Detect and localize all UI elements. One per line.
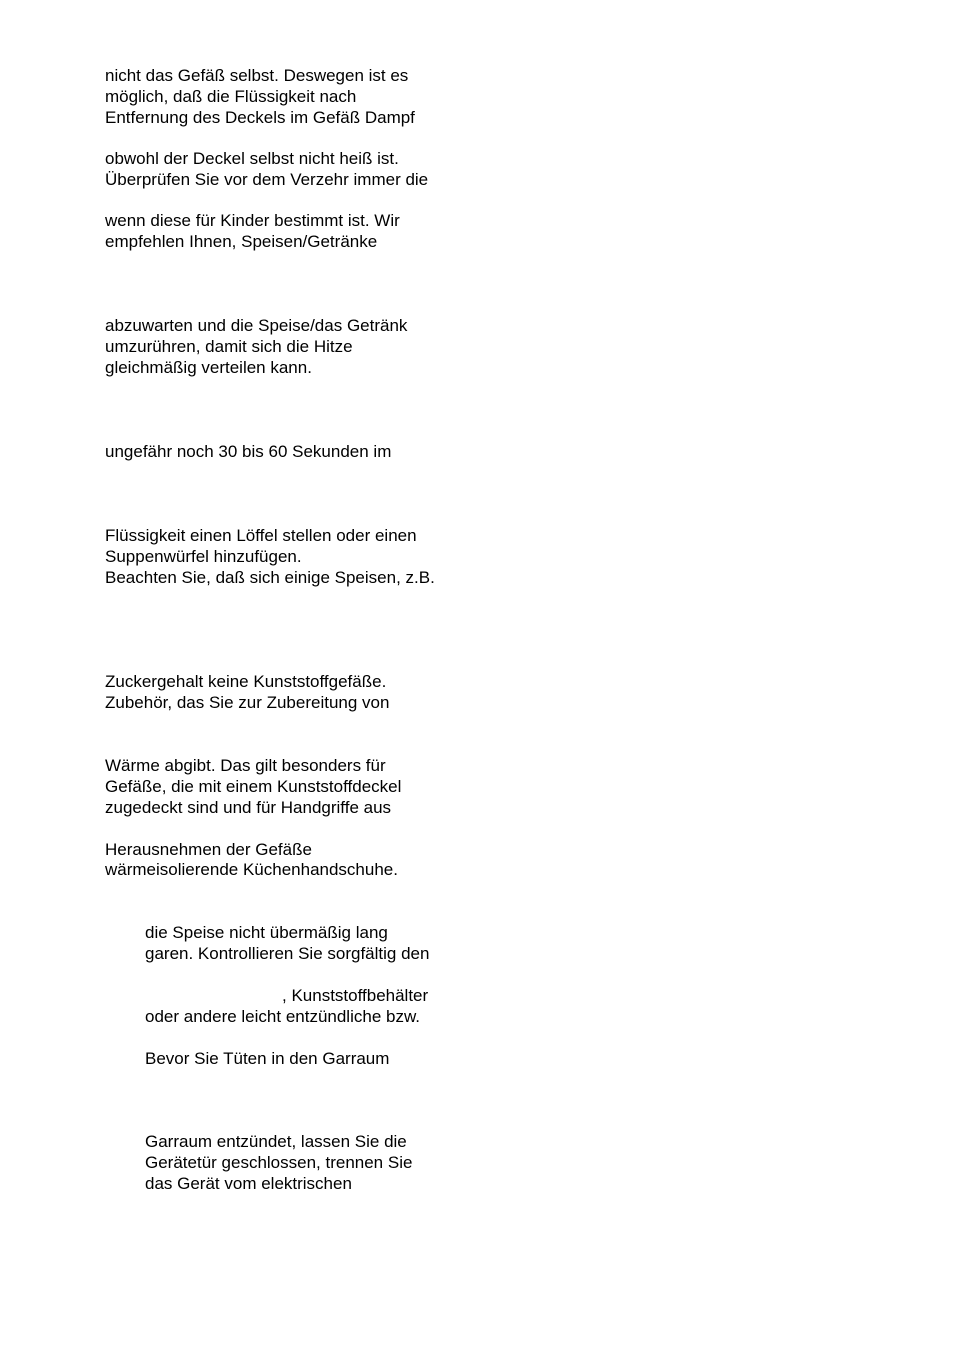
text-line: obwohl der Deckel selbst nicht heiß ist. — [105, 149, 399, 168]
text-line: Entfernung des Deckels im Gefäß Dampf — [105, 108, 415, 127]
text-line: garen. Kontrollieren Sie sorgfältig den — [145, 944, 430, 963]
text-line: empfehlen Ihnen, Speisen/Getränke — [105, 232, 378, 251]
text-line: möglich, daß die Flüssigkeit nach — [105, 87, 357, 106]
text-line: , Kunststoffbehälter — [282, 986, 429, 1005]
text-line: Herausnehmen der Gefäße — [105, 840, 312, 859]
text-line: Suppenwürfel hinzufügen. — [105, 547, 302, 566]
text-line: Überprüfen Sie vor dem Verzehr immer die — [105, 170, 429, 189]
text-line: Garraum entzündet, lassen Sie die — [145, 1132, 407, 1151]
text-line: wenn diese für Kinder bestimmt ist. Wir — [105, 211, 400, 230]
text-line: oder andere leicht entzündliche bzw. — [145, 1007, 421, 1026]
text-line: abzuwarten und die Speise/das Getränk — [105, 316, 408, 335]
text-line: Beachten Sie, daß sich einige Speisen, z.B. — [105, 568, 435, 587]
text-line: Zubehör, das Sie zur Zubereitung von — [105, 693, 390, 712]
text-line: umzurühren, damit sich die Hitze — [105, 337, 353, 356]
text-line: Flüssigkeit einen Löffel stellen oder einen — [105, 526, 417, 545]
text-line: nicht das Gefäß selbst. Deswegen ist es — [105, 66, 409, 85]
text-line: Gerätetür geschlossen, trennen Sie — [145, 1153, 413, 1172]
text-line: ungefähr noch 30 bis 60 Sekunden im — [105, 442, 392, 461]
text-line: Zuckergehalt keine Kunststoffgefäße. — [105, 672, 387, 691]
text-line: das Gerät vom elektrischen — [145, 1174, 352, 1193]
text-line: Wärme abgibt. Das gilt besonders für — [105, 756, 386, 775]
text-line: Gefäße, die mit einem Kunststoffdeckel — [105, 777, 402, 796]
text-line: zugedeckt sind und für Handgriffe aus — [105, 798, 392, 817]
text-line: die Speise nicht übermäßig lang — [145, 923, 388, 942]
text-line: Bevor Sie Tüten in den Garraum — [145, 1049, 390, 1068]
text-line: wärmeisolierende Küchenhandschuhe. — [105, 860, 398, 879]
text-line: gleichmäßig verteilen kann. — [105, 358, 312, 377]
